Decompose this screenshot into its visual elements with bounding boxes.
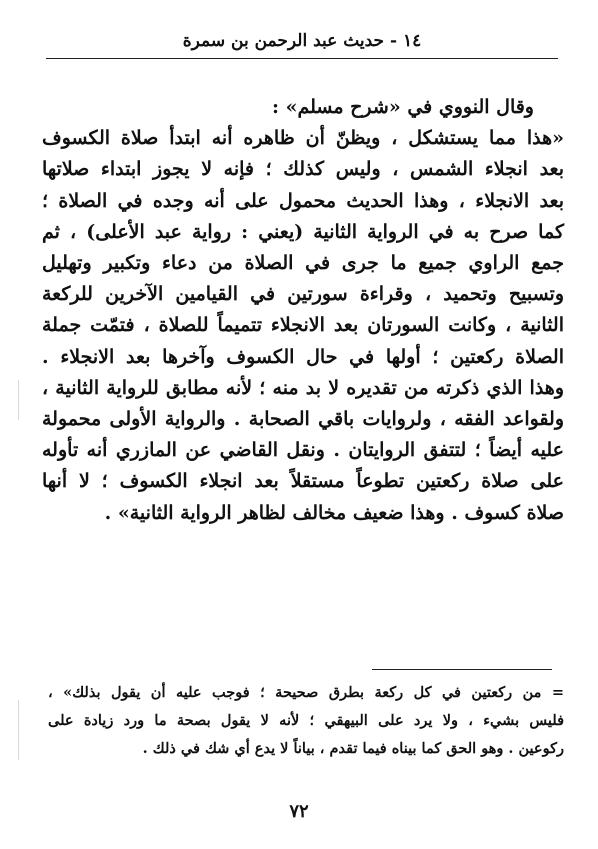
text-line: وتسبيح وتحميد ، وقراءة سورتين في القيامين الآخرين للركعة bbox=[42, 283, 564, 306]
text-line: الصلاة ركعتين ؛ أولها في حال الكسوف وآخرها بعد الانجلاء . bbox=[42, 345, 564, 368]
text-line: وهذا الذي ذكرته من تقديره لا بد منه ؛ لأنه مطابق للرواية الثانية ، bbox=[42, 376, 564, 399]
footnote-line: ركوعين . وهو الحق كما بيناه فيما تقدم ، بياناً لا يدع أي شك في ذلك . bbox=[142, 740, 564, 757]
footnote-line: فليس بشيء ، ولا يرد على البيهقي ؛ لأنه لا يقول بصحة ما ورد زيادة على bbox=[48, 712, 565, 729]
footnote-line: = من ركعتين في كل ركعة بطرق صحيحة ؛ فوجب عليه أن يقول بذلك» ، bbox=[48, 684, 564, 701]
text-line: ولقواعد الفقه ، ولروايات باقي الصحابة . والرواية الأولى محمولة bbox=[42, 408, 564, 431]
text-line: الثانية ، وكانت السورتان بعد الانجلاء تتميماً للصلاة ، فتمّت جملة bbox=[42, 314, 564, 337]
scan-margin-mark bbox=[18, 700, 19, 760]
text-line: صلاة كسوف . وهذا ضعيف مخالف لظاهر الرواية الثانية» . bbox=[104, 501, 564, 524]
page-number: ٧٢ bbox=[289, 801, 309, 822]
text-line: بعد انجلاء الشمس ، وليس كذلك ؛ فإنه لا يجوز ابتداء صلاتها bbox=[42, 158, 564, 181]
text-line: على صلاة ركعتين تطوعاً مستقلاً بعد انجلاء الكسوف ؛ لا أنها bbox=[42, 470, 564, 493]
footnote-rule bbox=[372, 669, 552, 670]
text-line: جمع الراوي جميع ما جرى في الصلاة من دعاء وتكبير وتهليل bbox=[42, 252, 564, 275]
text-line: كما صرح به في الرواية الثانية (يعني : رواية عبد الأعلى) ، ثم bbox=[42, 220, 564, 243]
footnote bbox=[48, 679, 564, 763]
main-text bbox=[42, 92, 564, 529]
text-line: بعد الانجلاء ، وهذا الحديث محمول على أنه وجده في الصلاة ؛ bbox=[42, 189, 564, 212]
scan-margin-mark bbox=[18, 380, 19, 420]
text-line: «هذا مما يستشكل ، ويظنّ أن ظاهره أنه ابتدأ صلاة الكسوف bbox=[42, 127, 564, 150]
text-line: عليه أيضاً ؛ لتتفق الروايتان . ونقل القاضي عن المازري أنه تأوله bbox=[42, 439, 564, 462]
header-rule bbox=[46, 58, 558, 59]
running-header: ١٤ - حديث عبد الرحمن بن سمرة bbox=[182, 31, 422, 51]
text-line: وقال النووي في «شرح مسلم» : bbox=[271, 96, 534, 118]
